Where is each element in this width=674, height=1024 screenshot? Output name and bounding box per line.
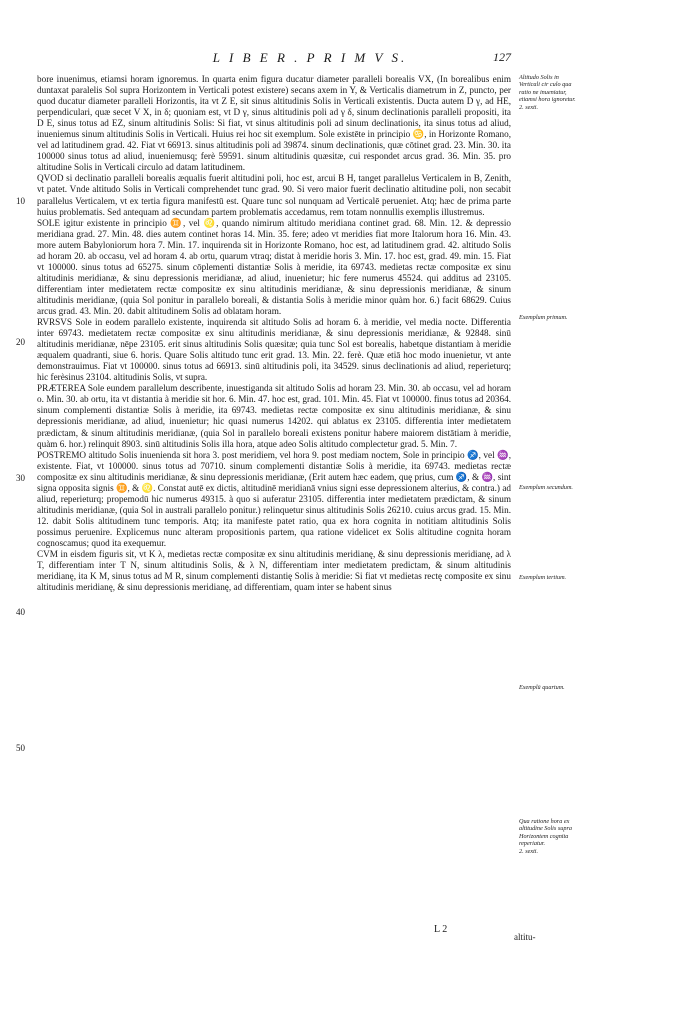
main-text-column [37, 74, 511, 593]
paragraph: bore inuenimus, etiamsi horam ignoremus. In quarta enim figura ducatur diameter paralleli borealis VX, (In borealibus enim duntaxat paralelis Sol supra Horizontem in Verticali potest existere) secans axem in Y, & Verticalis diametrum in Z, puncto, per quod ducatur diameter paralleli Horizontis, ita vt Z E, sit sinus altitudinis Solis in Verticali existentis. Ducta autem D γ, ad HE, perpendiculari, quæ secet V X, in δ; quoniam est, vt D γ, sinus altitudinis poli ad γ δ, sinum declinationis paralleli propositi, ita D E, sinus totus ad EZ, sinum altitudinis Solis: Si fiat, vt sinus altitudinis poli ad sinum declinationis, ita sinus totus ad aliud, inueniemus sinum altitudinis Solis in Verticali. Huius rei hoc sit exemplum. Sole existēte in principio ♋, in Horizonte Romano, vel ad latitudinem grad. 42. Fiat vt 66913. sinus altitudinis poli ad 39874. sinum declinationis, quæ cōtinet grad. 23. Min. 30. ita 100000 sinus totus ad aliud, inueniemusq; ferè 59591. sinum altitudinis quæsitæ, cui respondet arcus grad. 36. Min. 35. pro altitudine Solis in Verticali circulo ad datam latitudinem. [37, 74, 511, 173]
marginal-note-text: Exemplū quartum. [519, 684, 565, 691]
marginal-note-ref: 2. sexti. [519, 103, 539, 111]
marginal-note [519, 74, 581, 111]
marginal-note-text: Qua ratione hora ex altitudine Solis supra Horizontem cognita reperiatur. [519, 818, 572, 848]
line-number: 50 [16, 743, 25, 753]
line-number: 20 [16, 337, 25, 347]
marginal-note [519, 314, 581, 321]
page-header [0, 50, 674, 70]
paragraph: POSTREMO altitudo Solis inuenienda sit hora 3. post meridiem, vel hora 9. post mediam noctem, Sole in principio ♐, vel ♒, existente. Fiat, vt 100000. sinus totus ad 70710. sinum complementi distantiæ Solis à meridie, ita 69743. medietas rectæ compositæ ex sinu altitudinis meridianæ, & sinu depressionis meridianæ, (Erit autem hæc eadem, quę prius, cum ♐, & ♒, sint signa opposita signis ♊, & ♌. Constat autē ex dictis, altitudinē meridianā vnius signi esse depressionem alterius, & contra.) ad aliud, reperieturq; propemodū hic numerus 49315. à quo si auferatur 23105. differentia inter medietatem prædictam, & sinum altitudinis meridianæ, (quia Sol in australi parallelo ponitur.) relinquetur sinus altitudinis Solis 26210. cuius arcus grad. 15. Min. 12. dabit Solis altitudinem tunc temporis. Atq; ita manifeste patet ratio, qua ex hora cognita in notitiam altitudinis Solis possimus peruenire. Explicemus nunc alteram propositionis partem, qua ratione videlicet ex Solis altitudine cognita horam cognoscamus; quod ita exequemur. [37, 449, 511, 548]
marginal-note-ref: 2. sexti. [519, 847, 539, 855]
paragraph: SOLE igitur existente in principio ♊, vel ♌, quando nimirum altitudo meridiana continet grad. 68. Min. 12. & depressio meridiana grad. 27. Min. 48. dies autem continet horas 14. Min. 35. fere; adeo vt meridies fiat more Italorum hora 16. Min. 43. more autem Babyloniorum hora 7. Min. 17. inquirenda sit in Horizonte Romano, hoc est, ad latitudinem grad. 42. altitudo Solis ad horam 20. ab occasu, vel ad horam 4. ab ortu, quarum vtraq; distat à meridie horis 3. Min. 17. hoc est, grad. 49. min. 15. Fiat vt 100000. sinus totus ad 65275. sinum cōplementi distantiæ Solis à meridie, ita 69743. medietas rectæ compositæ ex sinu altitudinis meridianæ, & sinu depressionis meridianæ, ad aliud, inuenietur; hic fere numerus 45524. qui additus ad 23105. differentiam inter medietatem rectæ compositæ ex sinu altitudinis meridianæ, & sinu depressionis meridianæ, & sinum altitudinis meridianæ, (quia Sol ponitur in parallelo boreali, & distantia Solis à meridie minor quàm hor. 6.) facit 68629. Cuius arcus grad. 43. Min. 20. dabit altitudinem Solis ad oblatam horam. [37, 217, 511, 316]
marginal-note [519, 484, 581, 491]
line-number: 10 [16, 196, 25, 206]
paragraph: PRÆTEREA Sole eundem parallelum describente, inuestiganda sit altitudo Solis ad horam 23. Min. 30. ab occasu, vel ad horam o. Min. 30. ab ortu, ita vt distantia à meridie sit hor. 6. Min. 47. hoc est, grad. 101. Min. 45. Fiat vt 100000. finus totus ad 20364. sinum complementi distantiæ Solis à meridie, ita 69743. medietas rectæ compositæ ex sinu altitudinis meridianæ, & sinu depressionis meridianæ, ad aliud, inuenietur; hic quasi numerus 14202. qui ablatus ex 23105. differentia inter medietatem prædictam, & sinum altitudinis meridianæ, (quia Sol in parallelo boreali existens ponitur habere maiorem distātiam à meridie, quàm 6. hor.) relinquit 8903. sinū altitudinis Solis illa hora, atque adeo Solis altitudo complectetur grad. 5. Min. 7. [37, 383, 511, 449]
paragraph: CVM in eisdem figuris sit, vt K λ, medietas rectæ compositæ ex sinu altitudinis meridianę, & sinu depressionis meridianę, ad λ T, differentiam inter T N, sinum altitudinis Solis, & λ N, differentiam inter medietatem predictam, & sinum altitudinis meridianę, ita K M, sinus totus ad M R, sinum complementi distantię Solis à meridie: Si fiat vt medietas rectę composite ex sinu altitudinis meridianę, & sinu depressionis meridianę, ad differentiam, quam inter se habent sinus [37, 549, 511, 593]
marginal-note-text: Exemplum tertium. [519, 574, 567, 581]
line-number: 30 [16, 473, 25, 483]
marginal-note-text: Exemplum primum. [519, 314, 568, 321]
signature-mark: L 2 [434, 924, 448, 935]
running-head: L I B E R . P R I M V S. [212, 50, 408, 65]
marginal-note [519, 684, 581, 691]
paragraph: RVRSVS Sole in eodem parallelo existente, inquirenda sit altitudo Solis ad horam 6. à meridie, vel media nocte. Differentia inter 69743. medietatem rectæ compositæ ex sinu altitudinis meridianæ, & sinu depressionis meridianæ, & 92848. sinū altitudinis meridianæ, nēpe 23105. erit sinus altitudinis Solis quæsitæ; quia tunc Sol est borealis, habetque distantiam à meridie æqualem quadranti, siue 6. horis. Quare Solis altitudo tunc erit grad. 13. Min. 22. ferè. Quæ etiā hoc modo inuenietur, vt ante demonstrauimus. Fiat vt 100000. sinus totus ad 66913. sinū altitudinis poli, ita 34529. sinus declinationis ad aliud, reperieturq; hic ferèsinus 23104. altitudinis Solis, vt supra. [37, 317, 511, 383]
catchword: altitu- [514, 932, 536, 942]
page-number: 127 [493, 50, 511, 64]
line-number: 40 [16, 607, 25, 617]
marginal-note-text: Altitudo Solis in Verticali cir culo qua ratio ne inueniatur, etiamsi hora ignoretur. [519, 74, 576, 104]
marginal-note-text: Exemplum secundum. [519, 484, 573, 491]
marginal-note [519, 818, 581, 855]
paragraph: QVOD si declinatio paralleli borealis æqualis fuerit altitudini poli, hoc est, arcui B H, tanget parallelus Verticalem in B, Zenith, vt patet. Vnde altitudo Solis in Verticali comprehendet tunc grad. 90. Si vero maior fuerit declinatio altitudine poli, non secabit parallelus Verticalem, vt ex tertia figura manifestū est. Quare tunc sol nunquam ad Verticalē perueniet. Atq; hæc de prima parte huius problematis. Sed antequam ad secundam partem problematis accedamus, rem totam nonnullis exemplis illustremus. [37, 173, 511, 217]
marginal-note [519, 574, 581, 581]
